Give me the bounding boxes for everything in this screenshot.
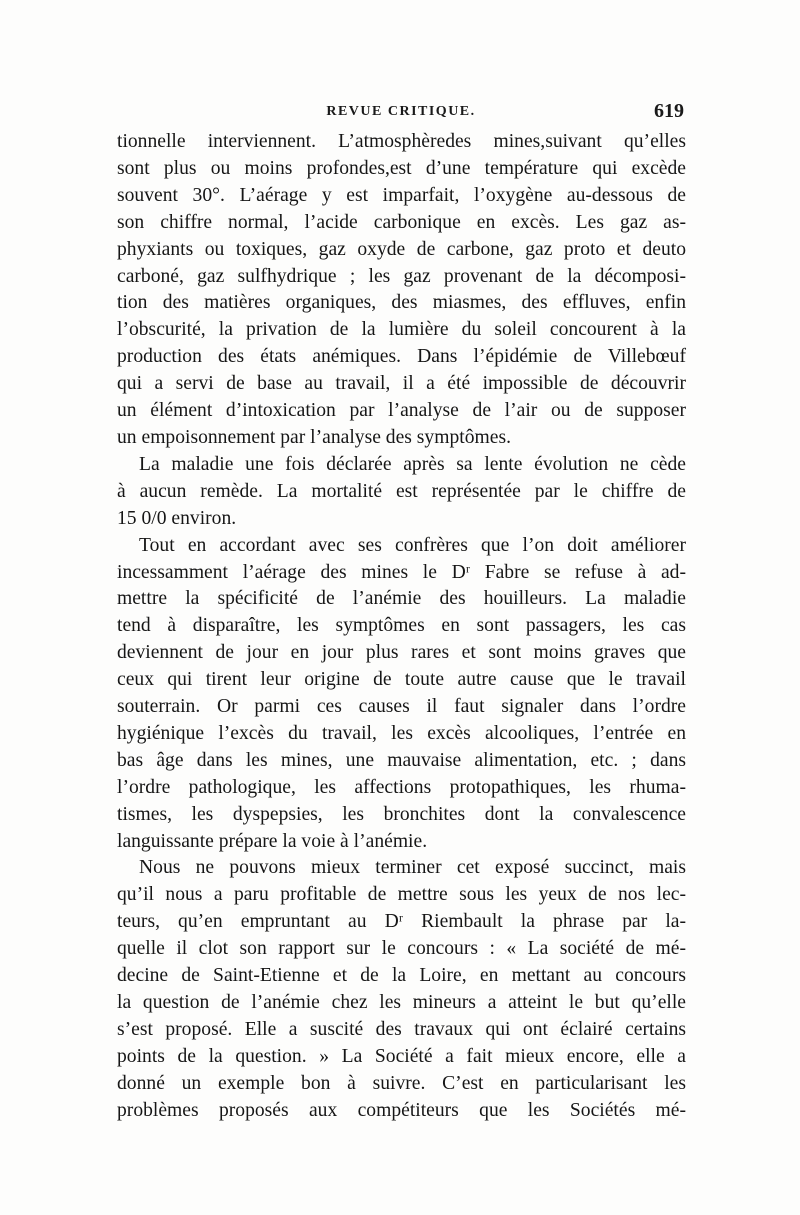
text-line: deviennent de jour en jour plus rares et sont moins graves que: [117, 642, 686, 664]
running-head: [118, 100, 684, 128]
text-line: donné un exemple bon à suivre. C’est en particularisant les: [117, 1072, 686, 1094]
text-line: production des états anémiques. Dans l’épidémie de Villebœuf: [117, 346, 686, 368]
text-line: tion des matières organiques, des miasmes, des effluves, enfin: [117, 292, 686, 314]
text-line: languissante prépare la voie à l’anémie.: [117, 830, 428, 852]
text-line: quelle il clot son rapport sur le concours : « La société de mé-: [117, 938, 686, 960]
text-line: Tout en accordant avec ses confrères que l’on doit améliorer: [139, 534, 686, 556]
body-text: [117, 129, 686, 1125]
text-line: son chiffre normal, l’acide carbonique en excès. Les gaz as-: [117, 211, 686, 233]
text-line: souterrain. Or parmi ces causes il faut signaler dans l’ordre: [117, 696, 686, 718]
text-line: carboné, gaz sulfhydrique ; les gaz provenant de la décomposi-: [117, 265, 686, 287]
running-title: REVUE CRITIQUE.: [326, 104, 476, 119]
text-line: problèmes proposés aux compétiteurs que les Sociétés mé-: [117, 1099, 686, 1121]
text-line: un élément d’intoxication par l’analyse de l’air ou de supposer: [117, 400, 686, 422]
text-line: phyxiants ou toxiques, gaz oxyde de carbone, gaz proto et deuto: [117, 238, 686, 260]
text-line: souvent 30°. L’aérage y est imparfait, l’oxygène au-dessous de: [117, 184, 686, 206]
text-line: qui a servi de base au travail, il a été impossible de découvrir: [117, 373, 686, 395]
text-line: hygiénique l’excès du travail, les excès alcooliques, l’entrée en: [117, 722, 686, 744]
text-line: 15 0/0 environ.: [117, 507, 237, 529]
text-line: tionnelle interviennent. L’atmosphèredes mines,suivant qu’elles: [117, 131, 686, 152]
text-line: La maladie une fois déclarée après sa lente évolution ne cède: [139, 453, 686, 475]
page-number: 619: [654, 100, 684, 122]
text-line: teurs, qu’en empruntant au Dʳ Riembault la phrase par la-: [117, 911, 686, 933]
text-line: incessamment l’aérage des mines le Dʳ Fabre se refuse à ad-: [117, 561, 686, 583]
text-line: la question de l’anémie chez les mineurs a atteint le but qu’elle: [117, 992, 686, 1013]
text-line: à aucun remède. La mortalité est représentée par le chiffre de: [117, 480, 686, 502]
text-line: bas âge dans les mines, une mauvaise alimentation, etc. ; dans: [117, 749, 686, 771]
text-line: sont plus ou moins profondes,est d’une température qui excède: [117, 157, 686, 179]
text-line: mettre la spécificité de l’anémie des houilleurs. La maladie: [117, 588, 686, 610]
text-line: l’obscurité, la privation de la lumière du soleil concourent à la: [117, 319, 686, 341]
text-line: tend à disparaître, les symptômes en sont passagers, les cas: [117, 615, 686, 637]
text-line: s’est proposé. Elle a suscité des travaux qui ont éclairé certains: [117, 1018, 686, 1040]
text-line: qu’il nous a paru profitable de mettre sous les yeux de nos lec-: [117, 884, 686, 906]
text-line: tismes, les dyspepsies, les bronchites dont la convalescence: [117, 803, 686, 825]
text-line: l’ordre pathologique, les affections protopathiques, les rhuma-: [117, 776, 686, 798]
text-line: Nous ne pouvons mieux terminer cet exposé succinct, mais: [139, 857, 686, 879]
text-line: ceux qui tirent leur origine de toute autre cause que le travail: [117, 669, 686, 691]
text-line: decine de Saint-Etienne et de la Loire, en mettant au concours: [117, 965, 686, 987]
text-line: points de la question. » La Société a fait mieux encore, elle a: [117, 1045, 686, 1067]
text-line: un empoisonnement par l’analyse des symptômes.: [117, 426, 511, 448]
